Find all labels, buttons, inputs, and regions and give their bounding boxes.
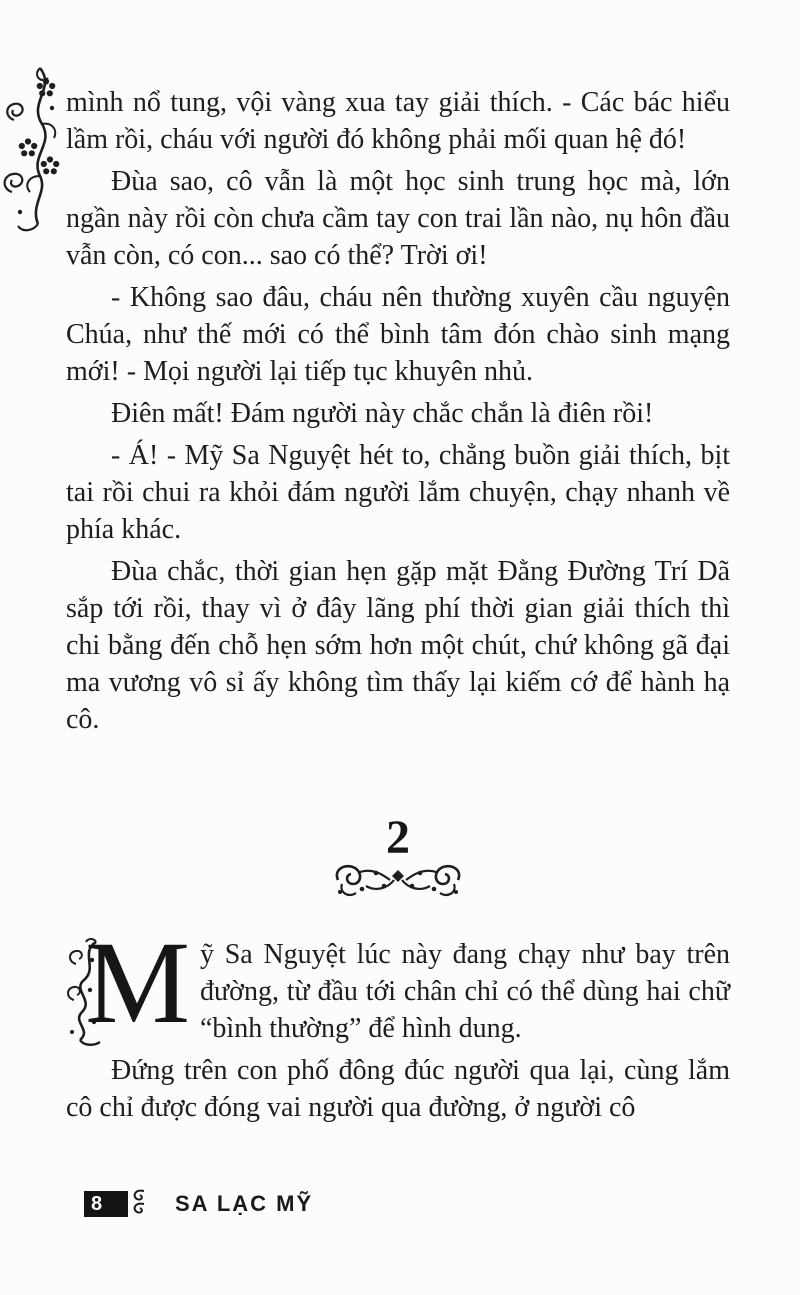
floral-corner-ornament-icon xyxy=(2,62,64,234)
paragraph: - Á! - Mỹ Sa Nguyệt hét to, chẳng buồn giải thích, bịt tai rồi chui ra khỏi đám người lắm chuyện, chạy nhanh về phía khác. xyxy=(66,440,730,545)
paragraph: mình nổ tung, vội vàng xua tay giải thích. - Các bác hiểu lầm rồi, cháu với người đó không phải mối quan hệ đó! xyxy=(66,87,730,155)
page-footer xyxy=(84,1190,313,1218)
chapter-number: 2 xyxy=(386,811,410,864)
paragraph: - Không sao đâu, cháu nên thường xuyên cầu nguyện Chúa, như thế mới có thể bình tâm đón chào sinh mạng mới! - Mọi người lại tiếp tục khuyên nhủ. xyxy=(66,282,730,387)
paragraph: Đứng trên con phố đông đúc người qua lại, cùng lắm cô chỉ được đóng vai người qua đường, ở người cô xyxy=(66,1055,730,1123)
dropcap-letter: M xyxy=(85,917,190,1048)
book-title: SA LẠC MỸ xyxy=(175,1191,314,1216)
spiral-ornament-icon xyxy=(131,1188,147,1221)
dropcap-paragraph-text: ỹ Sa Nguyệt lúc này đang chạy như bay trên đường, từ đầu tới chân chỉ có thể dùng hai chữ “bình thường” để hình dung. xyxy=(200,939,730,1044)
chapter-heading xyxy=(66,811,730,902)
page-body xyxy=(66,84,730,1131)
paragraph: Đùa chắc, thời gian hẹn gặp mặt Đằng Đường Trí Dã sắp tới rồi, thay vì ở đây lãng phí thời gian giải thích thì chi bằng đến chỗ hẹn sớm hơn một chút, chứ không gã đại ma vương vô sỉ ấy không tìm thấy lại kiếm cớ để hành hạ cô. xyxy=(66,556,730,735)
chapter-divider-ornament-icon xyxy=(332,862,464,902)
page-number: 8 xyxy=(91,1193,103,1215)
page-number-badge xyxy=(84,1191,128,1217)
drop-cap xyxy=(66,917,192,1048)
paragraph: Đùa sao, cô vẫn là một học sinh trung học mà, lớn ngần này rồi còn chưa cầm tay con trai lần nào, nụ hôn đầu vẫn còn, có con... sao có thể? Trời ơi! xyxy=(66,166,730,271)
paragraph: Điên mất! Đám người này chắc chắn là điên rồi! xyxy=(111,398,654,429)
dropcap-paragraph xyxy=(66,917,730,1048)
